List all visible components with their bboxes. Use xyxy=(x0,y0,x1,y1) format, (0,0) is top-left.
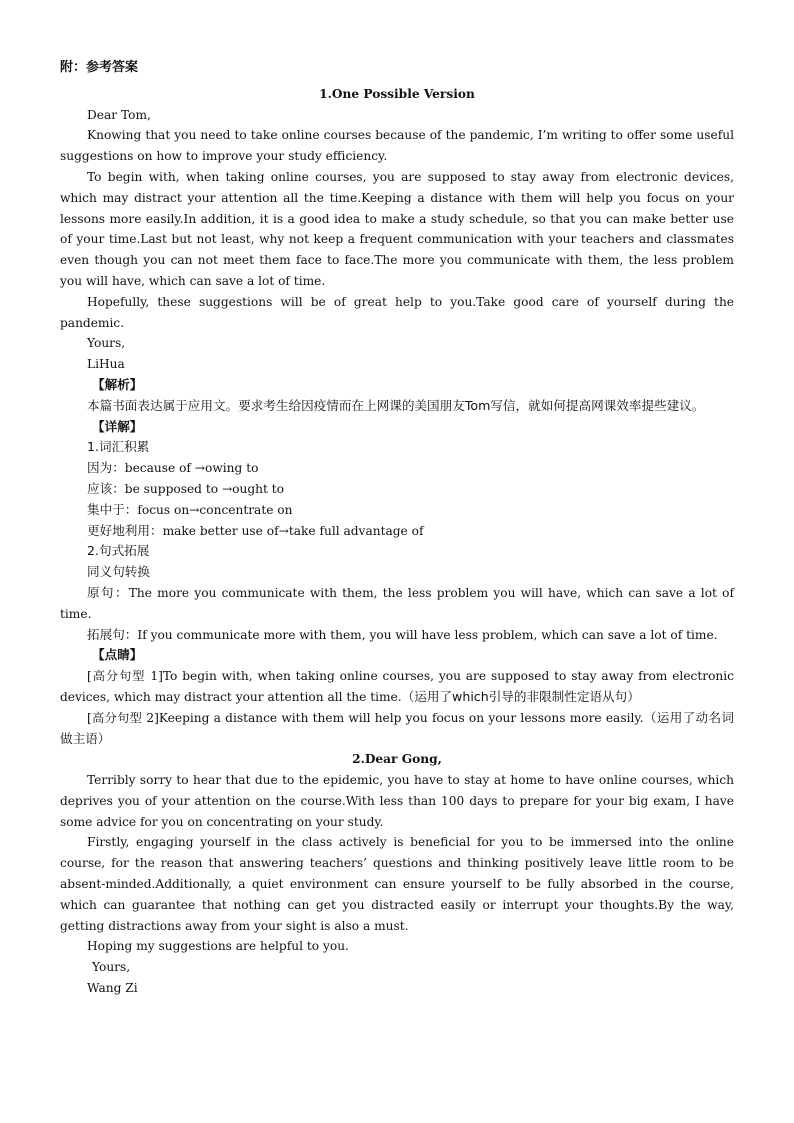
appendix-title: 附：参考答案 xyxy=(60,60,139,75)
highlight-item: [高分句型 1]To begin with, when taking online courses, you are supposed to stay away from electronic devices, which may distract your attention all the time.（运用了which引导的非限制性定语从句） xyxy=(60,669,735,704)
detail-label: 【详解】 xyxy=(92,418,143,434)
highlight-item: [高分句型 2]Keeping a distance with them will help you focus on your lessons more easily.（运用了动名词做主语） xyxy=(60,709,735,746)
signature: Wang Zi xyxy=(87,981,138,996)
paragraph: Firstly, engaging yourself in the class actively is beneficial for you to be immersed into the online course, for the reason that answering teachers’ questions and thinking positively leave little room to be absent-minded.Additionally, a quiet environment can ensure yourself to be fully absorbed in the course, which can guarantee that nothing can get you distracted easily or interrupt your thoughts.By the way, getting distractions away from your sight is also a must. xyxy=(60,835,734,933)
sentence-sub: 同义句转换 xyxy=(87,564,150,580)
vocab-heading: 1.词汇积累 xyxy=(87,439,150,455)
document-page xyxy=(60,58,734,999)
vocab-item: 更好地利用：make better use of→take full advantage of xyxy=(87,522,424,538)
salutation: Dear Tom, xyxy=(87,107,151,122)
paragraph: Knowing that you need to take online courses because of the pandemic, I’m writing to offer some useful suggestions on how to improve your study efficiency. xyxy=(60,128,734,164)
part1-title: 1.One Possible Version xyxy=(319,86,475,101)
original-sentence: 原句：The more you communicate with them, the less problem you will have, which can save a lot of time. xyxy=(60,584,734,621)
paragraph: Hopefully, these suggestions will be of great help to you.Take good care of yourself during the pandemic. xyxy=(60,294,734,330)
paragraph: Terribly sorry to hear that due to the epidemic, you have to stay at home to have online courses, which deprives you of your attention on the course.With less than 100 days to prepare for your big exam, I have some advice for you on concentrating on your study. xyxy=(60,773,734,829)
expanded-sentence: 拓展句：If you communicate more with them, you will have less problem, which can save a lot of time. xyxy=(87,626,718,642)
paragraph: To begin with, when taking online courses, you are supposed to stay away from electronic devices, which may distract your attention all the time.Keeping a distance with them will help you focus on your lessons more easily.In addition, it is a good idea to make a study schedule, so that you can make better use of your time.Last but not least, why not keep a frequent communication with your teachers and classmates even though you can not meet them face to face.The more you communicate with them, the less problem you will have, which can save a lot of time. xyxy=(60,169,734,288)
part2-title: 2.Dear Gong, xyxy=(352,752,442,767)
vocab-item: 因为：because of →owing to xyxy=(87,460,259,476)
signature: LiHua xyxy=(87,357,125,372)
highlight-label: 【点睛】 xyxy=(92,647,143,663)
closing: Yours, xyxy=(92,960,131,975)
analysis-text: 本篇书面表达属于应用文。要求考生给因疫情而在上网课的美国朋友Tom写信，就如何提高网课效率提些建议。 xyxy=(87,397,705,413)
analysis-label: 【解析】 xyxy=(92,376,143,392)
vocab-item: 集中于：focus on→concentrate on xyxy=(87,501,293,517)
closing: Yours, xyxy=(87,336,126,351)
sentence-heading: 2.句式拓展 xyxy=(87,543,150,559)
paragraph: Hoping my suggestions are helpful to you. xyxy=(87,939,349,954)
vocab-item: 应该：be supposed to →ought to xyxy=(87,480,285,496)
